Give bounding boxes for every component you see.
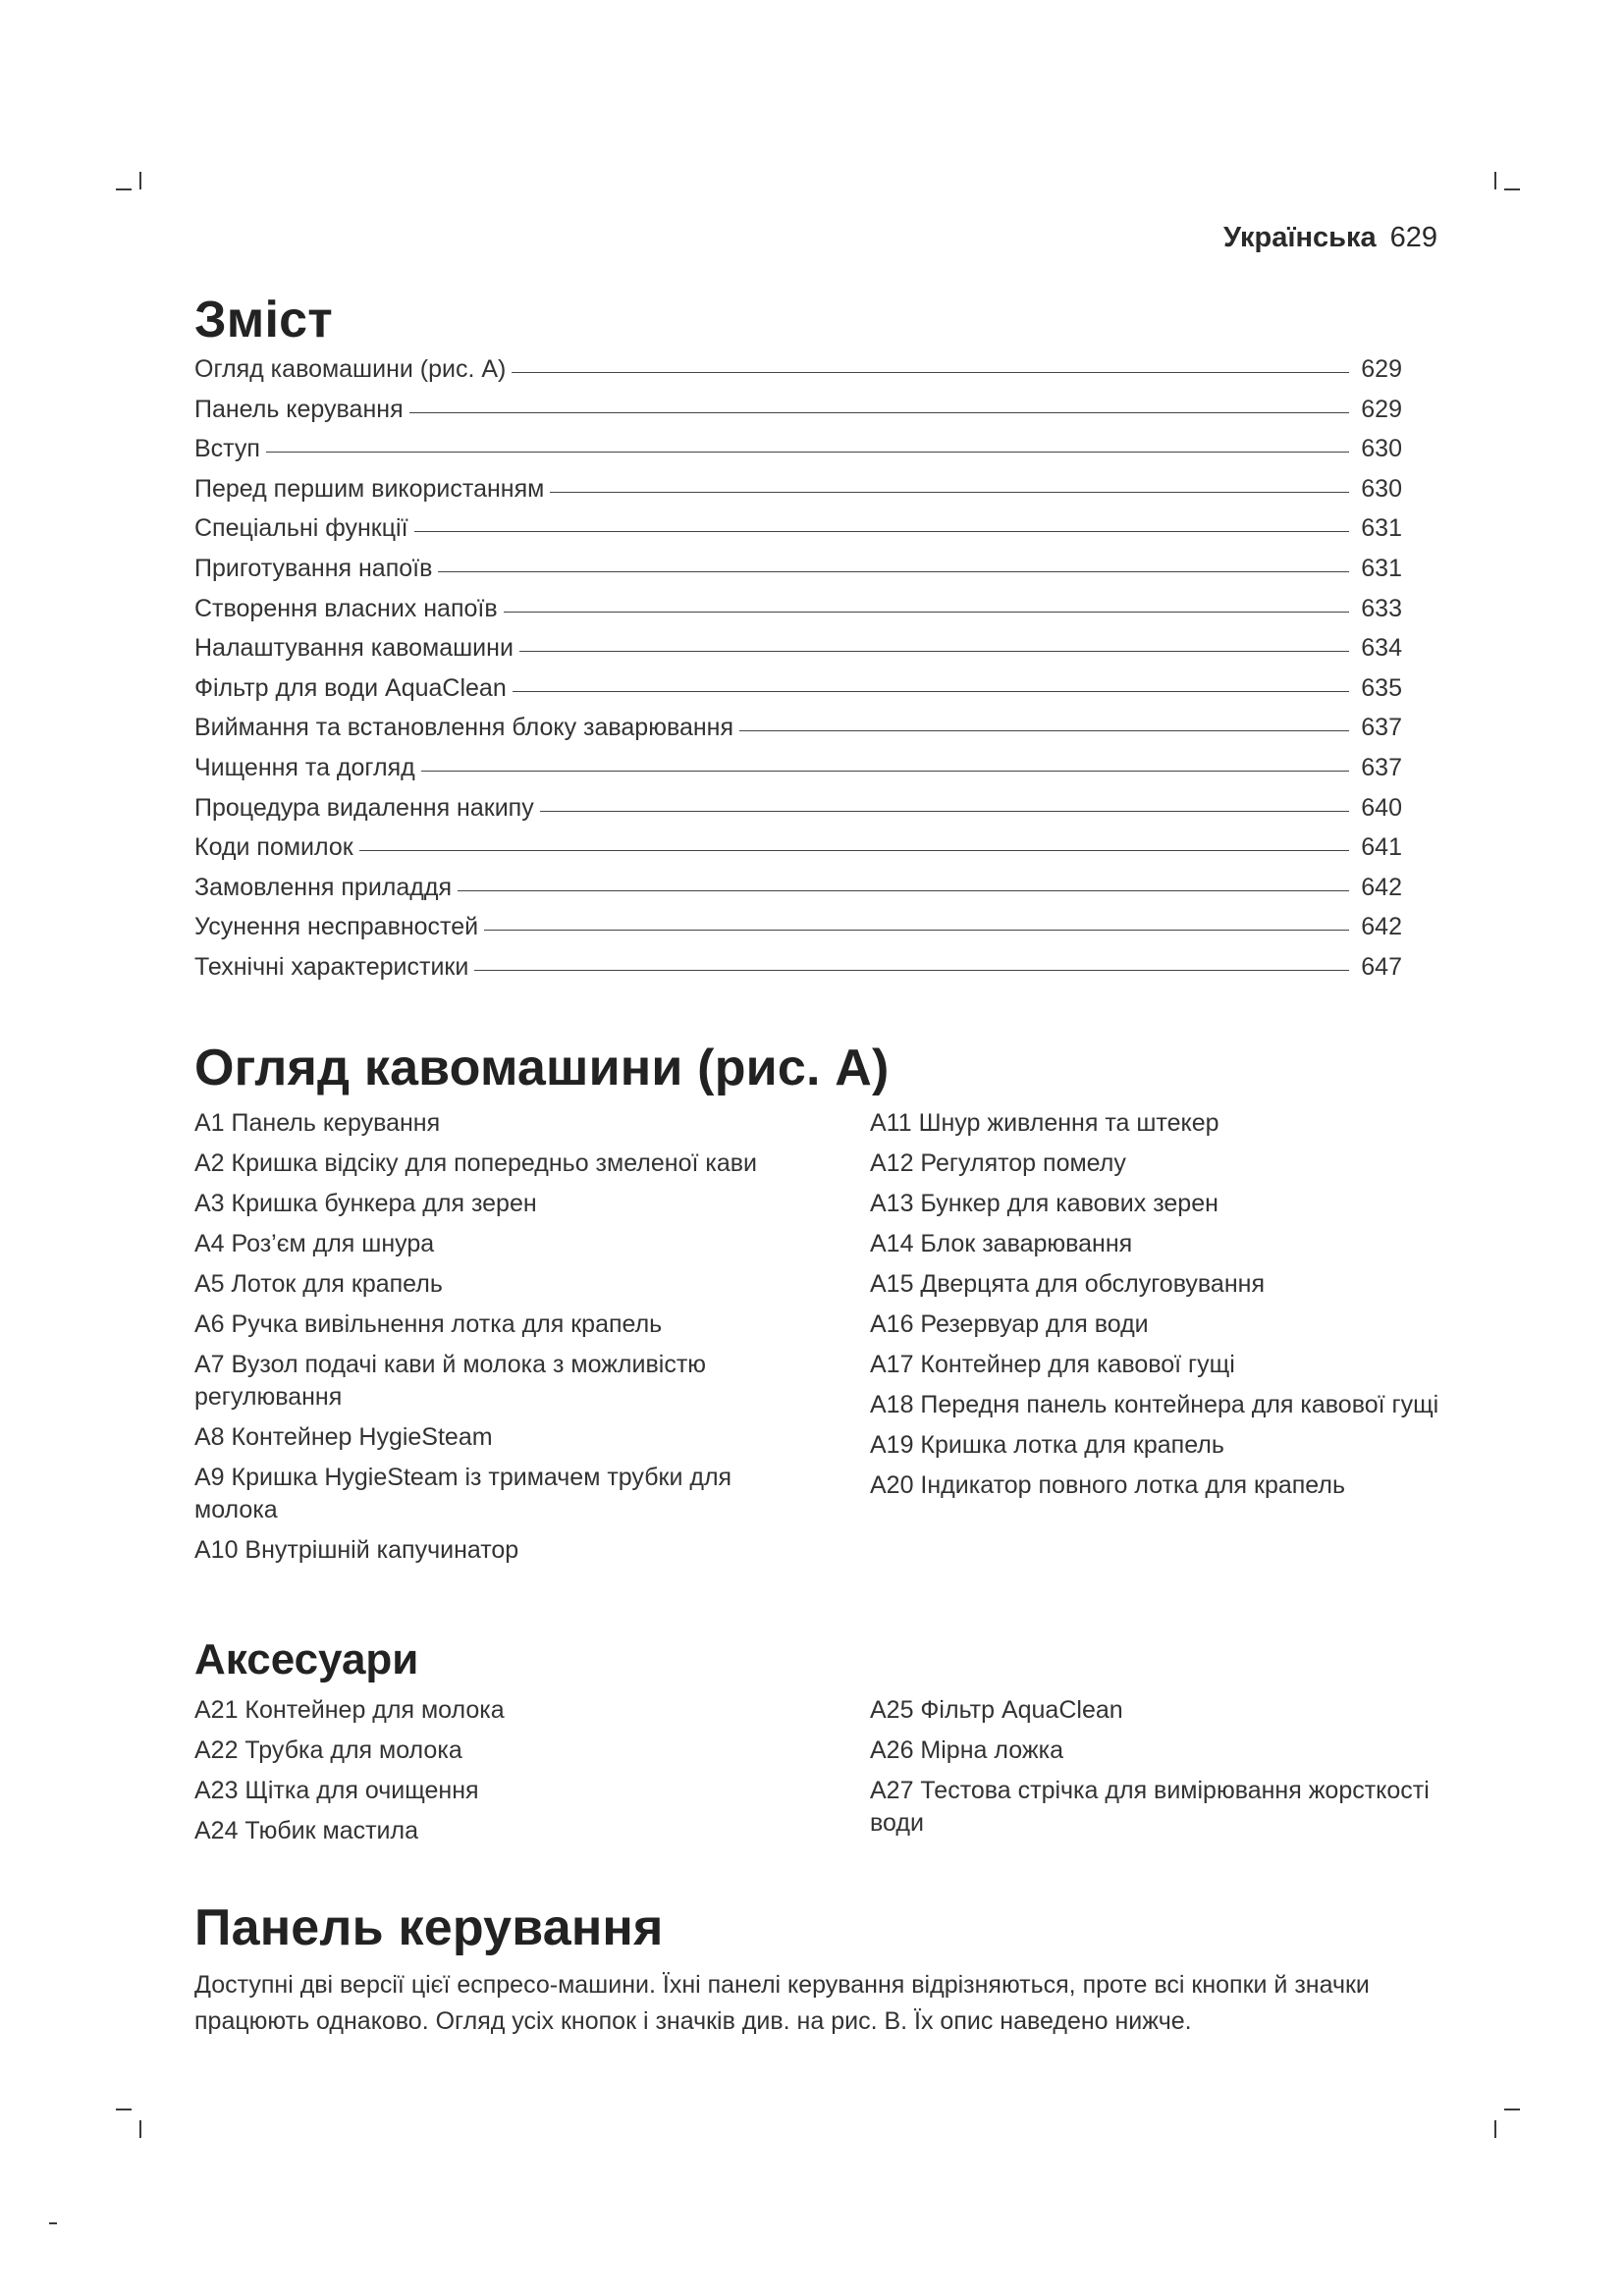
control-panel-title: Панель керування xyxy=(194,1899,664,1956)
crop-mark xyxy=(116,188,132,190)
toc-entry-title: Усунення несправностей xyxy=(194,913,479,941)
list-item: A21 Контейнер для молока xyxy=(194,1696,505,1724)
toc-leader xyxy=(409,412,1349,413)
toc-entry-title: Замовлення приладдя xyxy=(194,873,452,901)
toc-entry-page: 629 xyxy=(1361,355,1402,383)
toc-entry[interactable] xyxy=(194,754,1402,794)
accessories-list-right xyxy=(870,1694,1439,1847)
toc-entry-page: 641 xyxy=(1361,833,1402,862)
list-item: A1 Панель керування xyxy=(194,1109,441,1137)
accessories-list-left xyxy=(194,1694,784,1855)
list-item: A24 Тюбик мастила xyxy=(194,1817,419,1844)
header-language: Українська xyxy=(1223,222,1377,253)
list-item: A25 Фільтр AquaClean xyxy=(870,1696,1123,1724)
toc-entry-title: Коди помилок xyxy=(194,833,353,862)
overview-title: Огляд кавомашини (рис. A) xyxy=(194,1040,890,1096)
toc-entry-page: 630 xyxy=(1361,435,1402,463)
crop-mark xyxy=(1494,172,1496,189)
toc-entry[interactable] xyxy=(194,435,1402,475)
toc-leader xyxy=(540,811,1349,812)
list-item: A18 Передня панель контейнера для кавової гущі xyxy=(870,1391,1439,1418)
toc-entry-title: Фільтр для води AquaClean xyxy=(194,673,507,702)
toc-entry-page: 629 xyxy=(1361,395,1402,423)
toc-leader xyxy=(359,850,1349,851)
list-item: A14 Блок заварювання xyxy=(870,1230,1133,1257)
toc-entry-page: 637 xyxy=(1361,753,1402,781)
toc-entry-page: 631 xyxy=(1361,554,1402,582)
crop-mark xyxy=(139,2120,141,2138)
toc-entry[interactable] xyxy=(194,913,1402,953)
control-panel-text: Доступні дві версії цієї еспресо-машини. Їхні панелі керування відрізняються, проте всі кнопки й значки працюють однаково. Огляд усіх кнопок і значків див. на рис. B. Їх опис наведено нижче. xyxy=(194,1971,1370,2035)
toc-entry-title: Створення власних напоїв xyxy=(194,594,498,622)
crop-mark xyxy=(116,2109,132,2110)
toc-entry-page: 634 xyxy=(1361,634,1402,663)
toc-leader xyxy=(474,970,1349,971)
toc-leader xyxy=(484,930,1349,931)
toc-entry-page: 630 xyxy=(1361,474,1402,503)
toc-leader xyxy=(504,612,1349,613)
toc-entry[interactable] xyxy=(194,634,1402,674)
list-item: A2 Кришка відсіку для попередньо змеленої кави xyxy=(194,1149,758,1177)
toc-entry-page: 637 xyxy=(1361,714,1402,742)
toc-entry[interactable] xyxy=(194,475,1402,515)
accessories-title: Аксесуари xyxy=(194,1635,419,1683)
list-item: A9 Кришка HygieSteam із тримачем трубки для молока xyxy=(194,1464,732,1523)
toc-entry[interactable] xyxy=(194,355,1402,396)
toc-entry[interactable] xyxy=(194,396,1402,436)
toc-entry-title: Налаштування кавомашини xyxy=(194,634,514,663)
crop-mark xyxy=(1504,188,1520,190)
toc-leader xyxy=(513,691,1349,692)
toc-entry[interactable] xyxy=(194,714,1402,754)
list-item: A12 Регулятор помелу xyxy=(870,1149,1126,1177)
list-item: A6 Ручка вивільнення лотка для крапель xyxy=(194,1310,663,1338)
toc-entry[interactable] xyxy=(194,555,1402,595)
toc-entry-page: 631 xyxy=(1361,514,1402,543)
toc-leader xyxy=(519,651,1349,652)
toc-leader xyxy=(512,372,1349,373)
list-item: A13 Бункер для кавових зерен xyxy=(870,1190,1218,1217)
toc-list xyxy=(194,355,1402,993)
toc-entry-title: Перед першим використанням xyxy=(194,474,545,503)
list-item: A3 Кришка бункера для зерен xyxy=(194,1190,537,1217)
toc-leader xyxy=(421,771,1349,772)
toc-entry-page: 640 xyxy=(1361,793,1402,822)
toc-entry[interactable] xyxy=(194,674,1402,715)
toc-entry[interactable] xyxy=(194,595,1402,635)
toc-entry[interactable] xyxy=(194,833,1402,874)
list-item: A7 Вузол подачі кави й молока з можливістю регулювання xyxy=(194,1351,707,1411)
list-item: A27 Тестова стрічка для вимірювання жорсткості води xyxy=(870,1777,1430,1837)
list-item: A20 Індикатор повного лотка для крапель xyxy=(870,1471,1345,1499)
overview-list-right xyxy=(870,1107,1439,1510)
toc-entry-title: Чищення та догляд xyxy=(194,753,415,781)
toc-entry-title: Технічні характеристики xyxy=(194,952,469,981)
toc-entry[interactable] xyxy=(194,874,1402,914)
toc-leader xyxy=(550,492,1349,493)
list-item: A4 Роз’єм для шнура xyxy=(194,1230,435,1257)
list-item: A15 Дверцята для обслуговування xyxy=(870,1270,1265,1298)
list-item: A26 Мірна ложка xyxy=(870,1736,1063,1764)
toc-entry[interactable] xyxy=(194,953,1402,993)
toc-entry-title: Спеціальні функції xyxy=(194,514,408,543)
list-item: A17 Контейнер для кавової гущі xyxy=(870,1351,1235,1378)
crop-mark xyxy=(1494,2120,1496,2138)
crop-mark xyxy=(1504,2109,1520,2110)
toc-entry-page: 647 xyxy=(1361,952,1402,981)
toc-entry-title: Виймання та встановлення блоку заварювання xyxy=(194,714,733,742)
crop-mark xyxy=(49,2222,57,2224)
list-item: A19 Кришка лотка для крапель xyxy=(870,1431,1224,1459)
toc-leader xyxy=(266,452,1349,453)
toc-entry-title: Вступ xyxy=(194,435,260,463)
overview-list-left xyxy=(194,1107,784,1575)
toc-entry-page: 642 xyxy=(1361,873,1402,901)
toc-entry[interactable] xyxy=(194,794,1402,834)
toc-entry[interactable] xyxy=(194,514,1402,555)
list-item: A5 Лоток для крапель xyxy=(194,1270,443,1298)
list-item: A11 Шнур живлення та штекер xyxy=(870,1109,1219,1137)
toc-entry-page: 635 xyxy=(1361,673,1402,702)
list-item: A23 Щітка для очищення xyxy=(194,1777,479,1804)
toc-leader xyxy=(458,890,1349,891)
list-item: A10 Внутрішній капучинатор xyxy=(194,1536,519,1564)
header-page-number: 629 xyxy=(1389,222,1437,253)
toc-entry-page: 642 xyxy=(1361,913,1402,941)
toc-title: Зміст xyxy=(194,292,333,348)
list-item: A22 Трубка для молока xyxy=(194,1736,462,1764)
toc-entry-title: Огляд кавомашини (рис. A) xyxy=(194,355,507,383)
crop-mark xyxy=(139,172,141,189)
toc-leader xyxy=(414,531,1349,532)
toc-entry-title: Панель керування xyxy=(194,395,404,423)
list-item: A8 Контейнер HygieSteam xyxy=(194,1423,493,1451)
toc-entry-title: Процедура видалення накипу xyxy=(194,793,534,822)
toc-entry-page: 633 xyxy=(1361,594,1402,622)
toc-leader xyxy=(739,730,1349,731)
running-header xyxy=(1223,222,1437,254)
list-item: A16 Резервуар для води xyxy=(870,1310,1149,1338)
toc-leader xyxy=(438,571,1349,572)
toc-entry-title: Приготування напоїв xyxy=(194,554,433,582)
